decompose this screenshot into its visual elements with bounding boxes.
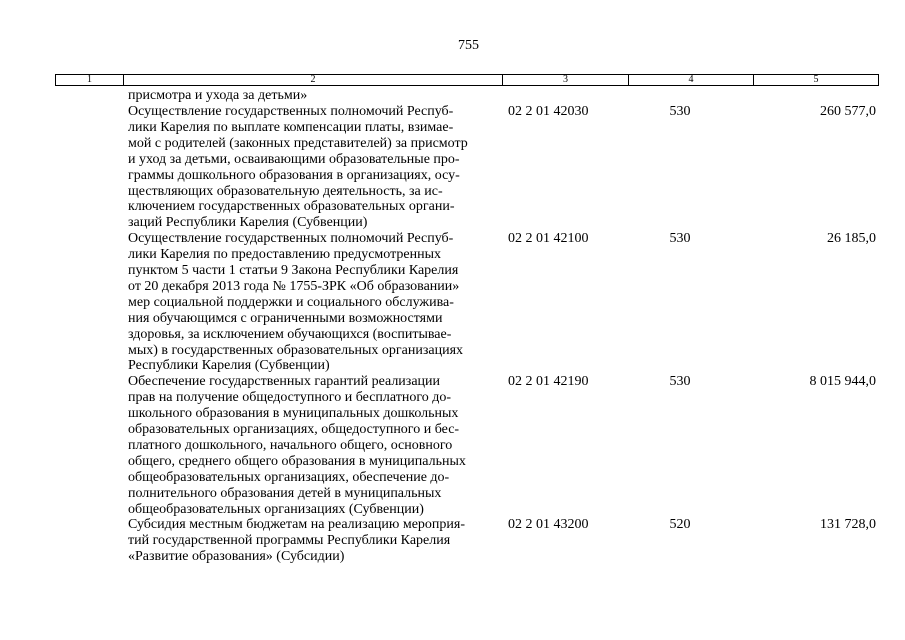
row-type: 530 [669, 231, 691, 247]
row-type: 530 [669, 104, 691, 119]
row-description: Осуществление государственных полномочий Респуб- лики Карелия по выплате компенсации платы, взимае- мой с родителей (законных представителей) за присмотр и уход за детьми, осваивающими образовательные про- граммы дошкольного образования в организациях, осу- ществляющих образовательную деятельность, за ис- ключением государственных образовательных органи- заций Республики Карелия (Субвенции) [128, 104, 468, 231]
row-type: 530 [669, 374, 691, 390]
table-header-row [55, 74, 879, 86]
row-code: 02 2 01 42100 [508, 231, 589, 247]
continuation-text: присмотра и ухода за детьми» [128, 88, 308, 103]
row-description: Субсидия местным бюджетам на реализацию мероприя- тий государственной программы Республики Карелия «Развитие образования» (Субсидии) [128, 517, 466, 565]
row-description: Обеспечение государственных гарантий реализации прав на получение общедоступного и бесплатного до- школьного образования в муниципальных дошкольных образовательных организациях, общедоступного и бес- платного дошкольного, начального общего, основного общего, среднего общего образования в муниципальных общеобразовательных организациях, обеспечение до- полнительного образования детей в муниципальных общеобразовательных организациях (Субвенции) [128, 374, 466, 517]
column-header-4: 4 [629, 75, 754, 85]
column-header-3: 3 [503, 75, 629, 85]
row-code: 02 2 01 42190 [508, 374, 589, 390]
row-description: Осуществление государственных полномочий Респуб- лики Карелия по предоставлению предусмотренных пунктом 5 части 1 статьи 9 Закона Республики Карелия от 20 декабря 2013 года № 1755-ЗРК «Об образовании» мер социальной поддержки и социального обслужива- ния обучающимся с ограниченными возможностями здоровья, за исключением обучающихся (воспитывае- мых) в государственных образовательных организациях Республики Карелия (Субвенции) [128, 231, 464, 374]
column-header-2: 2 [124, 75, 503, 85]
row-amount: 26 185,0 [827, 231, 876, 247]
column-header-5: 5 [813, 74, 819, 85]
row-amount: 260 577,0 [820, 104, 876, 119]
row-amount: 8 015 944,0 [809, 374, 876, 390]
column-header-1: 1 [56, 75, 124, 85]
row-code: 02 2 01 42030 [508, 104, 589, 119]
page-number: 755 [458, 38, 479, 53]
row-amount: 131 728,0 [820, 517, 876, 533]
row-type: 520 [669, 517, 691, 533]
row-code: 02 2 01 43200 [508, 517, 589, 533]
